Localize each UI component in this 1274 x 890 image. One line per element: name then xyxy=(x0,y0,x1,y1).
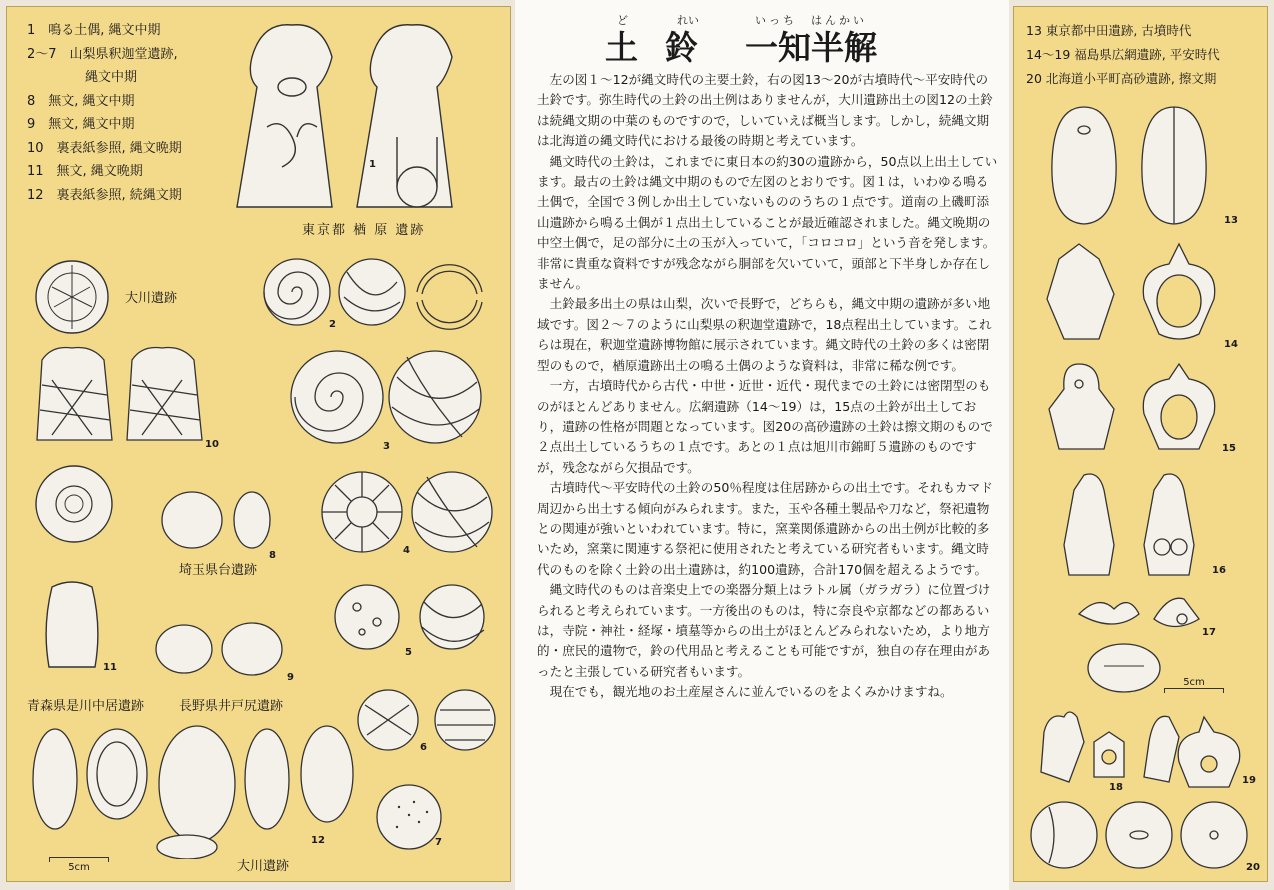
okawa-bell-drawing xyxy=(32,257,112,337)
site-label-okawa-bottom: 大川遺跡 xyxy=(237,859,290,874)
figure-5-drawing xyxy=(332,582,502,652)
figure-17-number: 17 xyxy=(1202,627,1216,638)
paragraph-5: 古墳時代～平安時代の土鈴の50％程度は住居跡からの出土です。それもカマド周辺から出土する傾向がみられます。また，玉や各種土製品や刀など，祭祀遺物との関連が強いといわれています。特に，窯業関係遺跡からの出土例が比較的多いため，窯業に関連する祭祀に使用されたと考えている研究者もいます。縄文時代のものを除く土鈴の出土遺跡は，約100遺跡，合計170個を超えるようです。 xyxy=(537,480,993,577)
figure-4-drawing xyxy=(317,467,502,557)
scale-label-right: 5cm xyxy=(1183,677,1205,688)
figure-12-number: 12 xyxy=(311,835,325,846)
figure-2-number: 2 xyxy=(329,319,336,330)
figure-9-drawing xyxy=(152,619,297,679)
site-label-korekawa: 青森県是川中居遺跡 xyxy=(27,699,145,714)
figure-3-drawing xyxy=(287,347,487,447)
figure-7-number: 7 xyxy=(435,837,442,848)
figure-16-number: 16 xyxy=(1212,565,1226,576)
scale-bar-right xyxy=(1164,677,1224,693)
article-body xyxy=(537,70,999,703)
figure-4-number: 4 xyxy=(403,545,410,556)
figure-20-number: 20 xyxy=(1246,862,1260,873)
figure-10-number: 10 xyxy=(205,439,219,450)
right-legend-item-2: 14～19 福島県広網遺跡, 平安時代 xyxy=(1026,47,1220,62)
figure-1-number: 1 xyxy=(369,159,376,170)
figure-13-number: 13 xyxy=(1224,215,1238,226)
left-figure-panel xyxy=(6,6,511,882)
figure-5-number: 5 xyxy=(405,647,412,658)
site-label-daidai: 埼玉県台遺跡 xyxy=(179,563,258,578)
paragraph-4: 一方，古墳時代から古代・中世・近世・近代・現代までの土鈴には密閉型のものがほとんどありません。広網遺跡（14～19）は，15点の土鈴が出土しており，遺跡の性格が問題となっています。図20の高砂遺跡の土鈴は擦文期のもので２点出土しているうちの１点です。あとの１点は旭川市錦町５遺跡のものですが，残念ながら欠損品です。 xyxy=(537,378,993,475)
paragraph-2: 縄文時代の土鈴は，これまでに東日本の約30の遺跡から，50点以上出土しています。最古の土鈴は縄文中期のもので左図のとおりです。図１は，いわゆる鳴る土偶で，全国で３例しか出土していないもののうちの１点です。道南の上磯町添山遺跡から鳴る土偶が１点出土していることが最近確認されました。縄文晩期の中空土偶で，足の部分に土の玉が入っていて，「コロコロ」という音を発します。非常に貴重な資料ですが残念ながら胴部を欠いていて，頭部と下半身しか存在しません。 xyxy=(537,153,998,292)
figure-12-drawing xyxy=(27,719,357,859)
figure-8-donut-drawing xyxy=(32,462,117,547)
figure-11-drawing xyxy=(37,577,107,677)
scale-bar-left xyxy=(49,857,109,873)
figure-6-number: 6 xyxy=(420,742,427,753)
figure-14-drawing xyxy=(1039,239,1229,349)
figure-18-19-drawing xyxy=(1029,702,1254,792)
legend-item-1: 1 鳴る土偶, 縄文中期 xyxy=(27,23,161,38)
legend-item-3: 縄文中期 xyxy=(85,70,138,85)
figure-1-drawing xyxy=(222,17,472,217)
title-ruby-1: ど xyxy=(617,14,628,27)
scale-label-left: 5cm xyxy=(68,862,90,873)
title-rest: 一知半解 xyxy=(745,28,877,67)
figure-18-number: 18 xyxy=(1109,782,1123,793)
figure-6-drawing xyxy=(355,685,505,755)
right-legend-item-1: 13 東京都中田遺跡, 古墳時代 xyxy=(1026,23,1192,38)
figure-11-number: 11 xyxy=(103,662,117,673)
right-legend xyxy=(1026,19,1220,91)
figure-8-number: 8 xyxy=(269,550,276,561)
figure-20-drawing xyxy=(1029,797,1259,872)
figure-15-drawing xyxy=(1044,359,1229,459)
legend-item-6: 10 裏表紙参照, 縄文晩期 xyxy=(27,140,182,156)
figure-8-drawing xyxy=(157,485,277,555)
title-char-2: 鈴 xyxy=(665,28,698,67)
site-label-idojiri: 長野県井戸尻遺跡 xyxy=(179,699,284,714)
legend-item-2: 2～7 山梨県釈迦堂遺跡, xyxy=(27,46,178,62)
figure-19-number: 19 xyxy=(1242,775,1256,786)
right-legend-item-3: 20 北海道小平町高砂遺跡, 擦文期 xyxy=(1026,71,1217,86)
legend-item-5: 9 無文, 縄文中期 xyxy=(27,117,135,132)
figure-17-drawing xyxy=(1074,589,1214,639)
paragraph-6: 縄文時代のものは音楽史上での楽器分類上はラトル属（ガラガラ）に位置づけられると考えられています。一方後出のものは，特に奈良や京都などの都あるいは，寺院・神社・経塚・墳墓等からの出土がほとんどみられないため，より地方的・庶民的遺物で，鈴の代用品と考えることも可能ですが，独自の存在理由があったと主張している研究者もいます。 xyxy=(537,582,991,679)
figure-16-drawing xyxy=(1054,465,1214,585)
title-ruby-2: れい xyxy=(677,14,699,27)
page-title xyxy=(605,14,935,72)
right-figure-panel xyxy=(1013,6,1268,882)
legend-item-7: 11 無文, 縄文晩期 xyxy=(27,164,143,179)
figure-13-drawing xyxy=(1044,102,1224,232)
site-label-kashiwabara: 東京都 楢 原 遺跡 xyxy=(302,223,426,238)
figure-10-drawing xyxy=(32,340,212,450)
oval-bell-drawing xyxy=(1084,641,1164,696)
title-ruby-3: いっち はんかい xyxy=(755,14,867,27)
site-label-okawa-top: 大川遺跡 xyxy=(125,291,178,306)
paragraph-1: 左の図１～12が縄文時代の主要土鈴，右の図13～20が古墳時代～平安時代の土鈴です。弥生時代の土鈴の出土例はありませんが，大川遺跡出土の図12の土鈴は続縄文期の中葉のものですので，しいていえば概当します。しかし，続縄文期は北海道の縄文時代における最後の時期と考えています。 xyxy=(537,72,993,149)
figure-15-number: 15 xyxy=(1222,443,1236,454)
figure-9-number: 9 xyxy=(287,672,294,683)
figure-14-number: 14 xyxy=(1224,339,1238,350)
figure-3-number: 3 xyxy=(383,441,390,452)
left-legend xyxy=(27,19,182,207)
legend-item-4: 8 無文, 縄文中期 xyxy=(27,93,135,109)
article-column xyxy=(515,0,1009,890)
legend-item-8: 12 裏表紙参照, 続縄文期 xyxy=(27,187,182,203)
paragraph-7: 現在でも，観光地のお土産屋さんに並んでいるのをよくみかけますね。 xyxy=(549,684,953,700)
figure-2-drawing xyxy=(262,252,502,332)
paragraph-3: 土鈴最多出土の県は山梨，次いで長野で，どちらも，縄文中期の遺跡が多い地域です。図２～７のように山梨県の釈迦堂遺跡で，18点程出土しています。これらは現在，釈迦堂遺跡博物館に展示されています。縄文時代の土鈴の多くは密閉型のもので，楢原遺跡出土の鳴る土偶のような資料は，非常に稀な例です。 xyxy=(537,296,992,373)
title-char-1: 土 xyxy=(605,28,638,67)
